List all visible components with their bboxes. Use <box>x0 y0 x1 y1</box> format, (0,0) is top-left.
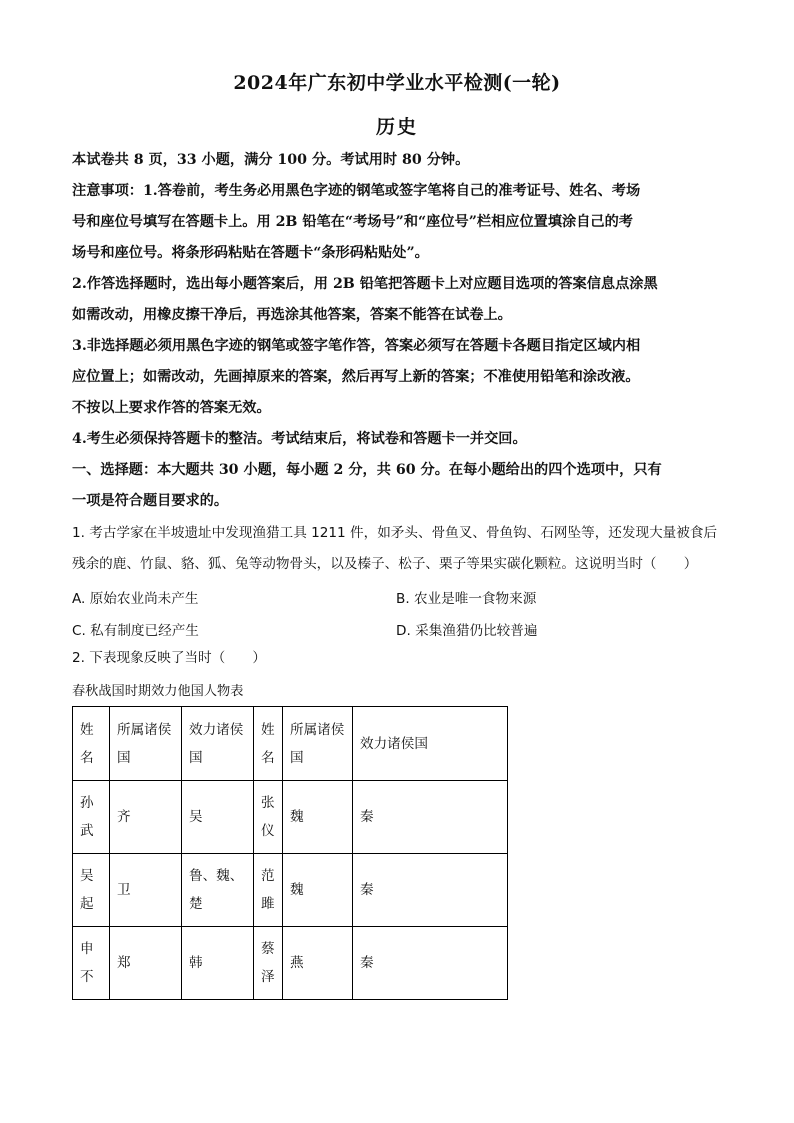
table-caption: 春秋战国时期效力他国人物表 <box>72 684 244 699</box>
exam-intro <box>72 145 722 176</box>
section-heading-line: 一、选择题：本大题共 30 小题，每小题 2 分，共 60 分。在每小题给出的四个选项中，只有 <box>72 462 662 478</box>
table-row <box>73 927 508 1000</box>
table-cell: 申不 <box>73 927 110 1000</box>
table-cell: 鲁、魏、楚 <box>182 854 254 927</box>
persons-table <box>72 706 508 1000</box>
note-2 <box>72 269 722 331</box>
note-2-line: 如需改动，用橡皮擦干净后，再选涂其他答案，答案不能答在试卷上。 <box>72 307 512 323</box>
q1-option-d[interactable]: D. 采集渔猎仍比较普遍 <box>396 623 538 639</box>
note-4 <box>72 424 722 455</box>
note-3-line: 应位置上；如需改动，先画掉原来的答案，然后再写上新的答案；不准使用铅笔和涂改液。 <box>72 369 640 385</box>
table-cell: 韩 <box>182 927 254 1000</box>
table-row <box>73 854 508 927</box>
note-1-line: 号和座位号填写在答题卡上。用 2B 铅笔在“考场号”和“座位号”栏相应位置填涂自己的考 <box>72 214 633 230</box>
header-cell: 所属诸侯国 <box>283 707 353 781</box>
table-cell: 蔡泽 <box>254 927 283 1000</box>
note-1 <box>72 176 722 269</box>
note-3-line: 3.非选择题必须用黑色字迹的钢笔或签字笔作答，答案必须写在答题卡各题目指定区域内相 <box>72 338 641 354</box>
table-cell: 秦 <box>353 927 508 1000</box>
q1-option-a[interactable]: A. 原始农业尚未产生 <box>72 591 199 607</box>
table-cell: 张仪 <box>254 781 283 854</box>
table-cell: 秦 <box>353 854 508 927</box>
table-cell: 吴 <box>182 781 254 854</box>
header-cell: 效力诸侯国 <box>353 707 508 781</box>
question-1-stem-line: 残余的鹿、竹鼠、貉、狐、兔等动物骨头，以及榛子、松子、栗子等果实碳化颗粒。这说明当时（ ） <box>72 556 698 572</box>
table-header-row <box>73 707 508 781</box>
exam-intro-line: 本试卷共 8 页，33 小题，满分 100 分。考试用时 80 分钟。 <box>72 152 470 168</box>
table-cell: 燕 <box>283 927 353 1000</box>
header-cell: 效力诸侯国 <box>182 707 254 781</box>
table-cell: 范雎 <box>254 854 283 927</box>
header-cell: 姓名 <box>73 707 110 781</box>
table-cell: 卫 <box>110 854 182 927</box>
q1-option-c[interactable]: C. 私有制度已经产生 <box>72 623 199 639</box>
table-cell: 魏 <box>283 781 353 854</box>
question-1-stem-line: 1. 考古学家在半坡遗址中发现渔猎工具 1211 件，如矛头、骨鱼叉、骨鱼钩、石网坠等，还发现大量被食后 <box>72 525 718 541</box>
table-cell: 齐 <box>110 781 182 854</box>
subject-title: 历史 <box>375 116 418 138</box>
question-1-stem <box>72 518 722 580</box>
header-cell: 所属诸侯国 <box>110 707 182 781</box>
exam-title: 2024年广东初中学业水平检测(一轮) <box>233 72 561 94</box>
table-cell: 郑 <box>110 927 182 1000</box>
table-cell: 吴起 <box>73 854 110 927</box>
question-2-stem-line: 2. 下表现象反映了当时（ ） <box>72 650 267 666</box>
section-heading-line: 一项是符合题目要求的。 <box>72 493 229 509</box>
note-3-line: 不按以上要求作答的答案无效。 <box>72 400 271 416</box>
note-4-line: 4.考生必须保持答题卡的整洁。考试结束后，将试卷和答题卡一并交回。 <box>72 431 527 447</box>
table-cell: 秦 <box>353 781 508 854</box>
table-cell: 魏 <box>283 854 353 927</box>
table-cell: 孙武 <box>73 781 110 854</box>
note-1-line: 场号和座位号。将条形码粘贴在答题卡“条形码粘贴处”。 <box>72 245 429 261</box>
section-heading <box>72 455 722 517</box>
note-2-line: 2.作答选择题时，选出每小题答案后，用 2B 铅笔把答题卡上对应题目选项的答案信息点涂黑 <box>72 276 658 292</box>
note-1-line: 注意事项：1.答卷前，考生务必用黑色字迹的钢笔或签字笔将自己的准考证号、姓名、考场 <box>72 183 641 199</box>
table-row <box>73 781 508 854</box>
q1-option-b[interactable]: B. 农业是唯一食物来源 <box>396 591 537 607</box>
question-2-stem <box>72 643 722 674</box>
note-3 <box>72 331 722 424</box>
header-cell: 姓名 <box>254 707 283 781</box>
